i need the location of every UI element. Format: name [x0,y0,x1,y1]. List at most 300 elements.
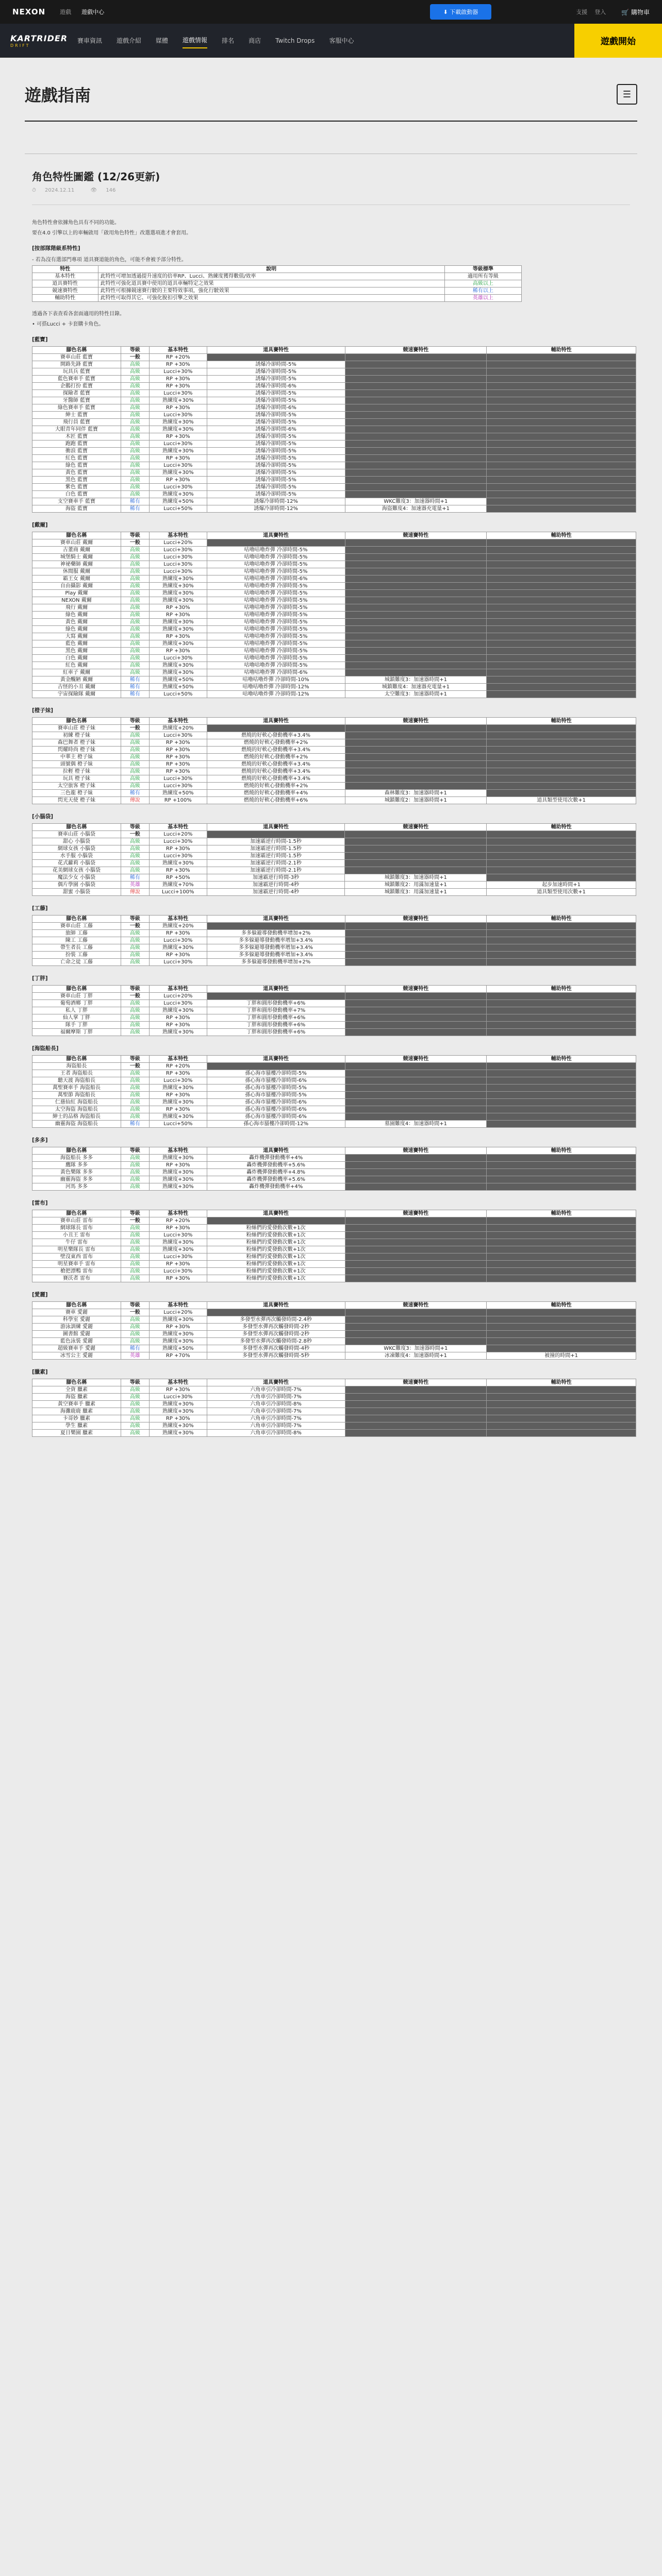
aux-cell [487,590,636,597]
grade-cell: 高級 [121,426,149,433]
race-cell [345,397,487,404]
column-header: 基本特性 [149,824,207,831]
table-row [32,1246,636,1253]
aux-cell [487,1338,636,1345]
column-header: 競速賽特性 [345,1379,487,1386]
item-cell: 誘爆冷卻時間-5% [207,397,345,404]
gnav-ranking[interactable]: 排名 [222,37,235,44]
grade-cell: 一般 [121,923,149,930]
gnav-race-info[interactable]: 賽車資訊 [77,37,103,44]
gnav-game-info[interactable]: 遊戲情報 [183,32,207,48]
table-row [32,1084,636,1092]
article-title: 角色特性圖鑑 (12/26更新) [32,171,160,183]
aux-cell [487,1331,636,1338]
table-row [32,768,636,775]
item-cell: 誘爆冷卻時間-5% [207,448,345,455]
race-cell [345,1084,487,1092]
aux-cell [487,1275,636,1282]
table-row [32,1268,636,1275]
grade-cell: 高級 [121,732,149,739]
item-cell: 燃燒的好軟心發動機率+3.4% [207,768,345,775]
grade-cell: 高級 [121,448,149,455]
race-cell [345,1232,487,1239]
basic-cell: 熟練度+30% [149,669,207,676]
table-row [32,1232,636,1239]
aux-cell [487,853,636,860]
topnav-support[interactable]: 支援 [576,9,588,15]
aux-cell [487,1253,636,1261]
table-row [32,923,636,930]
table-row [32,448,636,455]
item-cell: 加速霸逆行時間-1.5秒 [207,838,345,845]
basic-cell: Lucci+30% [149,783,207,790]
item-cell: 誘爆冷卻時間-5% [207,412,345,419]
basic-cell: 熟練度+30% [149,1007,207,1014]
basic-cell: RP +20% [149,1063,207,1070]
gnav-twitch-drops[interactable]: Twitch Drops [275,37,315,44]
table-row [32,1415,636,1422]
item-cell: 加速霸逆行時間-2.1秒 [207,860,345,867]
basic-cell: Lucci+100% [149,889,207,896]
character-name: 太空海盜 海盜船長 [32,1106,121,1113]
race-cell: 城鎮難度2：用滿加速量+1 [345,882,487,889]
aux-cell [487,491,636,498]
item-cell: 咕嚕咕嚕炸彈 冷卻時間-5% [207,604,345,612]
table-row [32,790,636,797]
table-row [32,1113,636,1121]
character-name: 黃空賽車手 臘素 [32,1401,121,1408]
race-cell [345,383,487,390]
intro-grade: 適用所有等級 [444,273,521,280]
race-cell [345,626,487,633]
table-row [32,676,636,684]
character-name: 小丑王 雷布 [32,1232,121,1239]
character-name: 休閒服 戴爾 [32,568,121,575]
race-cell [345,1338,487,1345]
item-cell: 誘爆冷卻時間-12% [207,505,345,513]
cart-link[interactable] [621,8,650,16]
table-row [32,397,636,404]
race-cell [345,484,487,491]
grade-cell: 高級 [121,867,149,874]
gnav-media[interactable]: 媒體 [156,37,169,44]
table-row [32,1422,636,1430]
item-cell: 誘爆冷卻時間-5% [207,484,345,491]
race-cell: 城鎮難度3：加速器時間+1 [345,676,487,684]
item-cell: 孫心海市蜃樓冷卻時間-5% [207,1092,345,1099]
column-header: 輔助特性 [487,1379,636,1386]
grade-cell: 高級 [121,640,149,648]
grade-cell: 高級 [121,747,149,754]
aux-cell [487,860,636,867]
table-row [32,1239,636,1246]
aux-cell [487,1345,636,1352]
aux-cell [487,775,636,783]
table-row [32,1408,636,1415]
basic-cell: 熟練度+30% [149,1401,207,1408]
table-row [32,640,636,648]
basic-cell: Lucci+30% [149,775,207,783]
grade-cell: 稀有 [121,874,149,882]
character-name: 幽靈海盜 多多 [32,1176,121,1183]
character-table [32,1147,636,1191]
aux-cell [487,761,636,768]
table-row [32,626,636,633]
grade-cell: 高級 [121,937,149,944]
item-cell [207,923,345,930]
header-row [32,532,636,539]
character-name: 明星賽車手 雷布 [32,1261,121,1268]
table-row [32,993,636,1000]
table-row [32,633,636,640]
intro-desc: 此特性可增加透過提升速度的倍率RP、Lucci、熟練度獲得數值/效率 [98,273,444,280]
column-header: 基本特性 [149,1147,207,1155]
race-cell [345,1014,487,1022]
item-cell: 誘爆冷卻時間-6% [207,404,345,412]
item-cell: 粉絲們的愛發動次數+1次 [207,1275,345,1282]
basic-cell: RP +30% [149,768,207,775]
column-header: 競速賽特性 [345,1147,487,1155]
character-table [32,823,636,896]
table-row [32,455,636,462]
aux-cell [487,1070,636,1077]
character-name: 旅師 工藤 [32,930,121,937]
column-header: 道具賽特性 [207,1056,345,1063]
character-name: 衝浪 藍寶 [32,448,121,455]
column-header: 道具賽特性 [207,824,345,831]
basic-cell: 熟練度+20% [149,725,207,732]
character-name: 超級賽車手 愛麗 [32,1345,121,1352]
column-header: 基本特性 [149,1379,207,1386]
grade-cell: 高級 [121,761,149,768]
table-row [32,1217,636,1225]
basic-cell: 熟練度+50% [149,684,207,691]
item-cell: 多發型水彈再次觸發時間-2秒 [207,1331,345,1338]
table-row [32,604,636,612]
race-cell [345,1324,487,1331]
column-header: 輔助特性 [487,916,636,923]
grade-cell: 稀有 [121,676,149,684]
basic-cell: 熟練度+30% [149,597,207,604]
basic-cell: 熟練度+50% [149,790,207,797]
table-row [32,1077,636,1084]
basic-cell: 熟練度+30% [149,1183,207,1191]
basic-cell: Lucci+50% [149,505,207,513]
grade-cell: 高級 [121,547,149,554]
basic-cell: 熟練度+30% [149,944,207,952]
grade-cell: 高級 [121,1225,149,1232]
aux-cell [487,619,636,626]
aux-cell [487,1316,636,1324]
race-cell [345,1099,487,1106]
grade-cell: 高級 [121,433,149,440]
item-cell: 多多躲避導發動機率增加+2% [207,930,345,937]
race-cell [345,1070,487,1077]
aux-cell [487,440,636,448]
grade-title: [按部隊階級系特性] [32,245,80,251]
race-cell [345,662,487,669]
character-table [32,915,636,966]
topnav-games[interactable]: 遊戲 [60,9,72,15]
grade-cell: 高級 [121,568,149,575]
table-row [32,1352,636,1360]
table-row [32,1106,636,1113]
basic-cell: Lucci+30% [149,1000,207,1007]
aux-cell [487,754,636,761]
gnav-support[interactable]: 客服中心 [329,37,354,44]
basic-cell: 熟練度+50% [149,676,207,684]
item-cell [207,1309,345,1316]
intro-table [32,265,522,302]
aux-cell [487,952,636,959]
aux-cell [487,469,636,477]
character-name: 海盜 藍寶 [32,505,121,513]
basic-cell: RP +30% [149,404,207,412]
item-cell: 六角車引冷卻時間-7% [207,1422,345,1430]
aux-cell: 被撞的時間+1 [487,1352,636,1360]
basic-cell: 熟練度+30% [149,619,207,626]
race-cell [345,404,487,412]
column-header: 腳色名稱 [32,347,121,354]
basic-cell: 熟練度+30% [149,1246,207,1253]
grade-cell: 高級 [121,361,149,368]
character-name: 魔法少女 小腦袋 [32,874,121,882]
column-header: 等級 [121,1056,149,1063]
basic-cell: 熟練度+30% [149,1430,207,1437]
item-cell: 孫心海市蜃樓冷卻時間-6% [207,1099,345,1106]
table-row [32,1386,636,1394]
table-row [32,1345,636,1352]
aux-cell [487,874,636,882]
item-cell: 燃燒的好軟心發動機率+3.4% [207,761,345,768]
table-row [32,684,636,691]
table-row [32,937,636,944]
basic-cell: 熟練度+30% [149,397,207,404]
intro-desc: 此特性可強化道具賽中使用的道具車輛特定之效果 [98,280,444,287]
grade-cell: 高級 [121,619,149,626]
character-table [32,1210,636,1282]
aux-cell [487,959,636,966]
aux-cell [487,397,636,404]
grade-cell: 高級 [121,930,149,937]
table-row [32,575,636,583]
race-cell [345,612,487,619]
item-cell: 燃燒的好軟心發動機率+3.4% [207,747,345,754]
basic-cell: RP +30% [149,612,207,619]
basic-cell: Lucci+20% [149,993,207,1000]
race-cell [345,554,487,561]
gnav-shop[interactable]: 商店 [249,37,261,44]
basic-cell: Lucci+30% [149,462,207,469]
race-cell [345,1422,487,1430]
race-cell [345,561,487,568]
race-cell [345,648,487,655]
item-cell: 誘爆冷卻時間-5% [207,440,345,448]
race-cell [345,838,487,845]
aux-cell [487,1261,636,1268]
item-cell: 誘爆冷卻時間-5% [207,477,345,484]
grade-cell: 高級 [121,1169,149,1176]
race-cell [345,783,487,790]
item-cell: 多多躲避導發動機率增加+2% [207,959,345,966]
basic-cell: 熟練度+30% [149,1408,207,1415]
grade-cell: 高級 [121,655,149,662]
grade-cell: 高級 [121,669,149,676]
grade-cell: 高級 [121,1386,149,1394]
column-header: 道具賽特性 [207,1210,345,1217]
grade-cell: 高級 [121,1408,149,1415]
aux-cell [487,790,636,797]
grade-cell: 高級 [121,860,149,867]
table-row [32,597,636,604]
item-cell: 多多躲避導發動機率增加+3.4% [207,944,345,952]
column-header: 等級 [121,1147,149,1155]
race-cell [345,725,487,732]
character-name: 海盜船長 多多 [32,1155,121,1162]
character-name: 古董商 戴爾 [32,547,121,554]
item-cell: 咕嚕咕嚕炸彈 冷卻時間-5% [207,612,345,619]
race-cell: 城鎮難度3：加速器時間+1 [345,874,487,882]
aux-cell [487,426,636,433]
section-title: [小腦袋] [32,814,54,820]
intro-desc: 此特性可取得其它、可強化脫扣引擎之效果 [98,295,444,302]
column-header: 競速賽特性 [345,916,487,923]
intro-row [32,295,522,302]
header-row [32,916,636,923]
basic-cell: Lucci+30% [149,732,207,739]
character-name: 福爾摩斯 丁胖 [32,1029,121,1036]
grade-cell: 高級 [121,554,149,561]
grade-cell: 高級 [121,383,149,390]
gnav-game-intro[interactable]: 遊戲介紹 [117,37,142,44]
section-title: [丁胖] [32,975,48,981]
table-row [32,426,636,433]
item-cell: 咕嚕咕嚕炸彈 冷卻時間-5% [207,640,345,648]
table-row [32,882,636,889]
grade-cell: 高級 [121,1394,149,1401]
column-header: 腳色名稱 [32,532,121,539]
basic-cell: Lucci+30% [149,561,207,568]
character-name: 幽靈海盜 海盜船長 [32,1121,121,1128]
table-row [32,655,636,662]
aux-cell [487,376,636,383]
race-cell [345,1331,487,1338]
after-table-line: 透過各下表查看各套面適用的特性目錄。 [32,311,125,317]
grade-cell: 高級 [121,1070,149,1077]
aux-cell [487,568,636,575]
race-cell [345,860,487,867]
aux-cell [487,554,636,561]
kartrider-logo[interactable] [10,30,68,52]
race-cell [345,1430,487,1437]
race-cell [345,853,487,860]
character-name: 海灘鹿鹿 臘素 [32,1408,121,1415]
character-name: 黑色 戴爾 [32,648,121,655]
basic-cell: RP +30% [149,1415,207,1422]
item-cell: 粉絲們的愛發動次數+1次 [207,1268,345,1275]
race-cell [345,732,487,739]
menu-icon[interactable]: ☰ [617,84,637,105]
race-cell [345,633,487,640]
grade-cell: 高級 [121,484,149,491]
grade-cell: 高級 [121,612,149,619]
aux-cell [487,597,636,604]
basic-cell: 熟練度+20% [149,923,207,930]
grade-cell: 高級 [121,1261,149,1268]
table-row [32,952,636,959]
basic-cell: RP +30% [149,1022,207,1029]
column-header: 輔助特性 [487,1302,636,1309]
topnav-game-center[interactable]: 遊戲中心 [81,9,105,15]
column-header: 道具賽特性 [207,916,345,923]
item-cell: 誘爆冷卻時間-5% [207,390,345,397]
basic-cell: Lucci+30% [149,1268,207,1275]
item-cell: 轟炸機彈發動機率+5.6% [207,1176,345,1183]
aux-cell [487,539,636,547]
column-header: 腳色名稱 [32,1379,121,1386]
game-start-button[interactable]: 遊戲開始 [574,24,662,58]
character-name: 賽車山莊 藍寶 [32,354,121,361]
basic-cell: 熟練度+50% [149,498,207,505]
item-cell: 多發型水彈再次觸發時間-2.4秒 [207,1316,345,1324]
basic-cell: Lucci+30% [149,1232,207,1239]
item-cell: 多發型水彈再次觸發時間-2.8秒 [207,1338,345,1345]
item-cell: 粉絲們的愛發動次數+1次 [207,1232,345,1239]
aux-cell [487,783,636,790]
basic-cell: 熟練度+30% [149,575,207,583]
grade-cell: 高級 [121,597,149,604]
grade-cell: 高級 [121,783,149,790]
grade-cell: 高級 [121,412,149,419]
aux-cell [487,1007,636,1014]
aux-cell [487,993,636,1000]
item-cell: 粉絲們的愛發動次數+1次 [207,1225,345,1232]
item-cell: 丁胖和圓形發動機率+6% [207,1000,345,1007]
race-cell [345,1386,487,1394]
basic-cell: 熟練度+30% [149,1113,207,1121]
race-cell [345,923,487,930]
column-header: 腳色名稱 [32,1147,121,1155]
column-header: 基本特性 [149,347,207,354]
character-name: 花美網球女孩 小腦袋 [32,867,121,874]
grade-cell: 稀有 [121,684,149,691]
column-header: 等級 [121,1379,149,1386]
basic-cell: 熟練度+30% [149,1084,207,1092]
basic-cell: 熟練度+30% [149,1422,207,1430]
race-cell [345,640,487,648]
aux-cell [487,383,636,390]
topnav-login[interactable]: 登入 [594,9,606,15]
cart-label: 購物車 [631,8,650,16]
race-cell [345,590,487,597]
grade-cell: 高級 [121,1183,149,1191]
aux-cell [487,944,636,952]
race-cell [345,604,487,612]
character-name: 學生 臘素 [32,1422,121,1430]
race-cell [345,754,487,761]
column-header: 輔助特性 [487,532,636,539]
table-row [32,1014,636,1022]
character-name: 水手服 小腦袋 [32,853,121,860]
section-title: [海盜船長] [32,1045,59,1052]
aux-cell [487,1386,636,1394]
basic-cell: Lucci+30% [149,1394,207,1401]
item-cell: 咕嚕咕嚕炸彈 冷卻時間-5% [207,568,345,575]
nexon-logo[interactable]: NEXON [12,7,46,16]
intro-grade: 英雄以上 [444,295,521,302]
column-header: 競速賽特性 [345,824,487,831]
download-launcher-button[interactable] [430,4,492,20]
